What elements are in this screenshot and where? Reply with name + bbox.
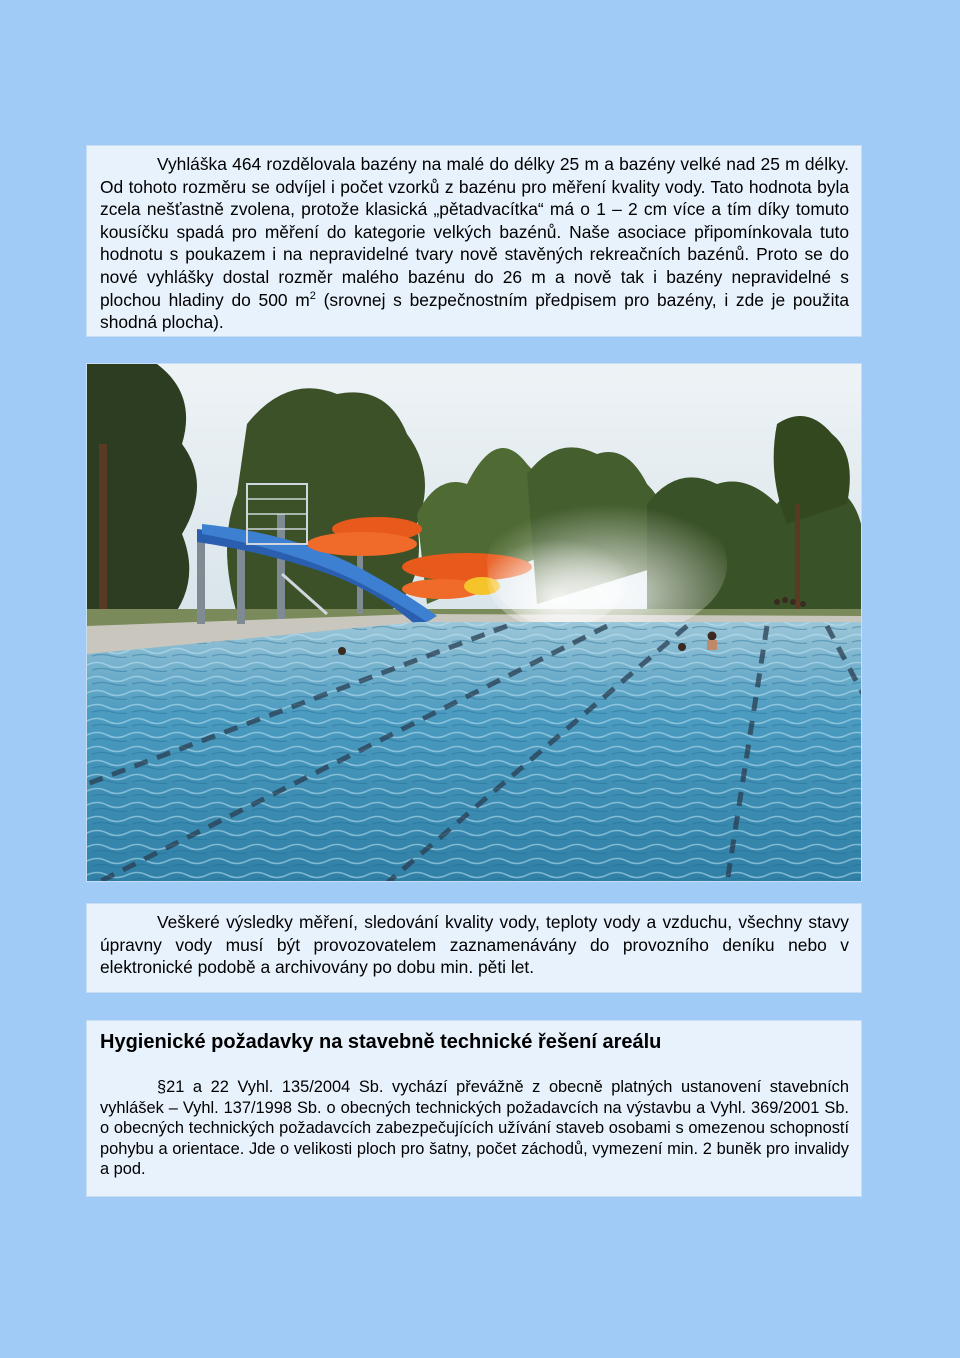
paragraph-records: Veškeré výsledky měření, sledování kvality vody, teploty vody a vzduchu, všechny stavy úpravny vody musí být provozovatelem zaznamenávány do provozního deníku nebo v elektronické podobě a archivovány po dobu min. pěti let. [100, 912, 849, 978]
intro-text-box [86, 145, 862, 337]
swimming-pool-photo [86, 363, 862, 882]
section-heading: Hygienické požadavky na stavebně technické řešení areálu [100, 1031, 662, 1053]
hygiene-requirements-box [86, 1020, 862, 1197]
records-text-box [86, 903, 862, 993]
paragraph-pool-sizes: Vyhláška 464 rozdělovala bazény na malé do délky 25 m a bazény velké nad 25 m délky. Od tohoto rozměru se odvíjel i počet vzorků z bazénu pro měření kvality vody. Tato hodnota byla zcela nešťastně zvolena, protože klasická „pětadvacítka“ má o 1 – 2 cm více a tím díky tomuto kousíčku spadá pro měření do kategorie velkých bazénů. Naše asociace připomínkovala tuto hodnotu s poukazem i na nepravidelné tvary nově stavěných rekreačních bazénů. Proto se do nové vyhlášky dostal rozměr malého bazénu do 26 m a nově tak i bazény nepravidelné s plochou hladiny do 500 $m^2$ (srovnej s bezpečnostním předpisem pro bazény, i zde je použita shodná plocha). [100, 154, 849, 333]
superscript-2: 2 [309, 289, 316, 302]
paragraph-hygiene: §21 a 22 Vyhl. 135/2004 Sb. vychází převážně z obecně platných ustanovení stavebních vyhlášek – Vyhl. 137/1998 Sb. o obecných technických požadavcích na výstavbu a Vyhl. 369/2001 Sb. o obecných technických požadavcích zabezpečujících užívání staveb osobami s omezenou schopností pohybu a orientace. Jde o velikosti ploch pro šatny, počet záchodů, vymezení min. 2 buněk pro invalidy a pod. [100, 1078, 849, 1179]
